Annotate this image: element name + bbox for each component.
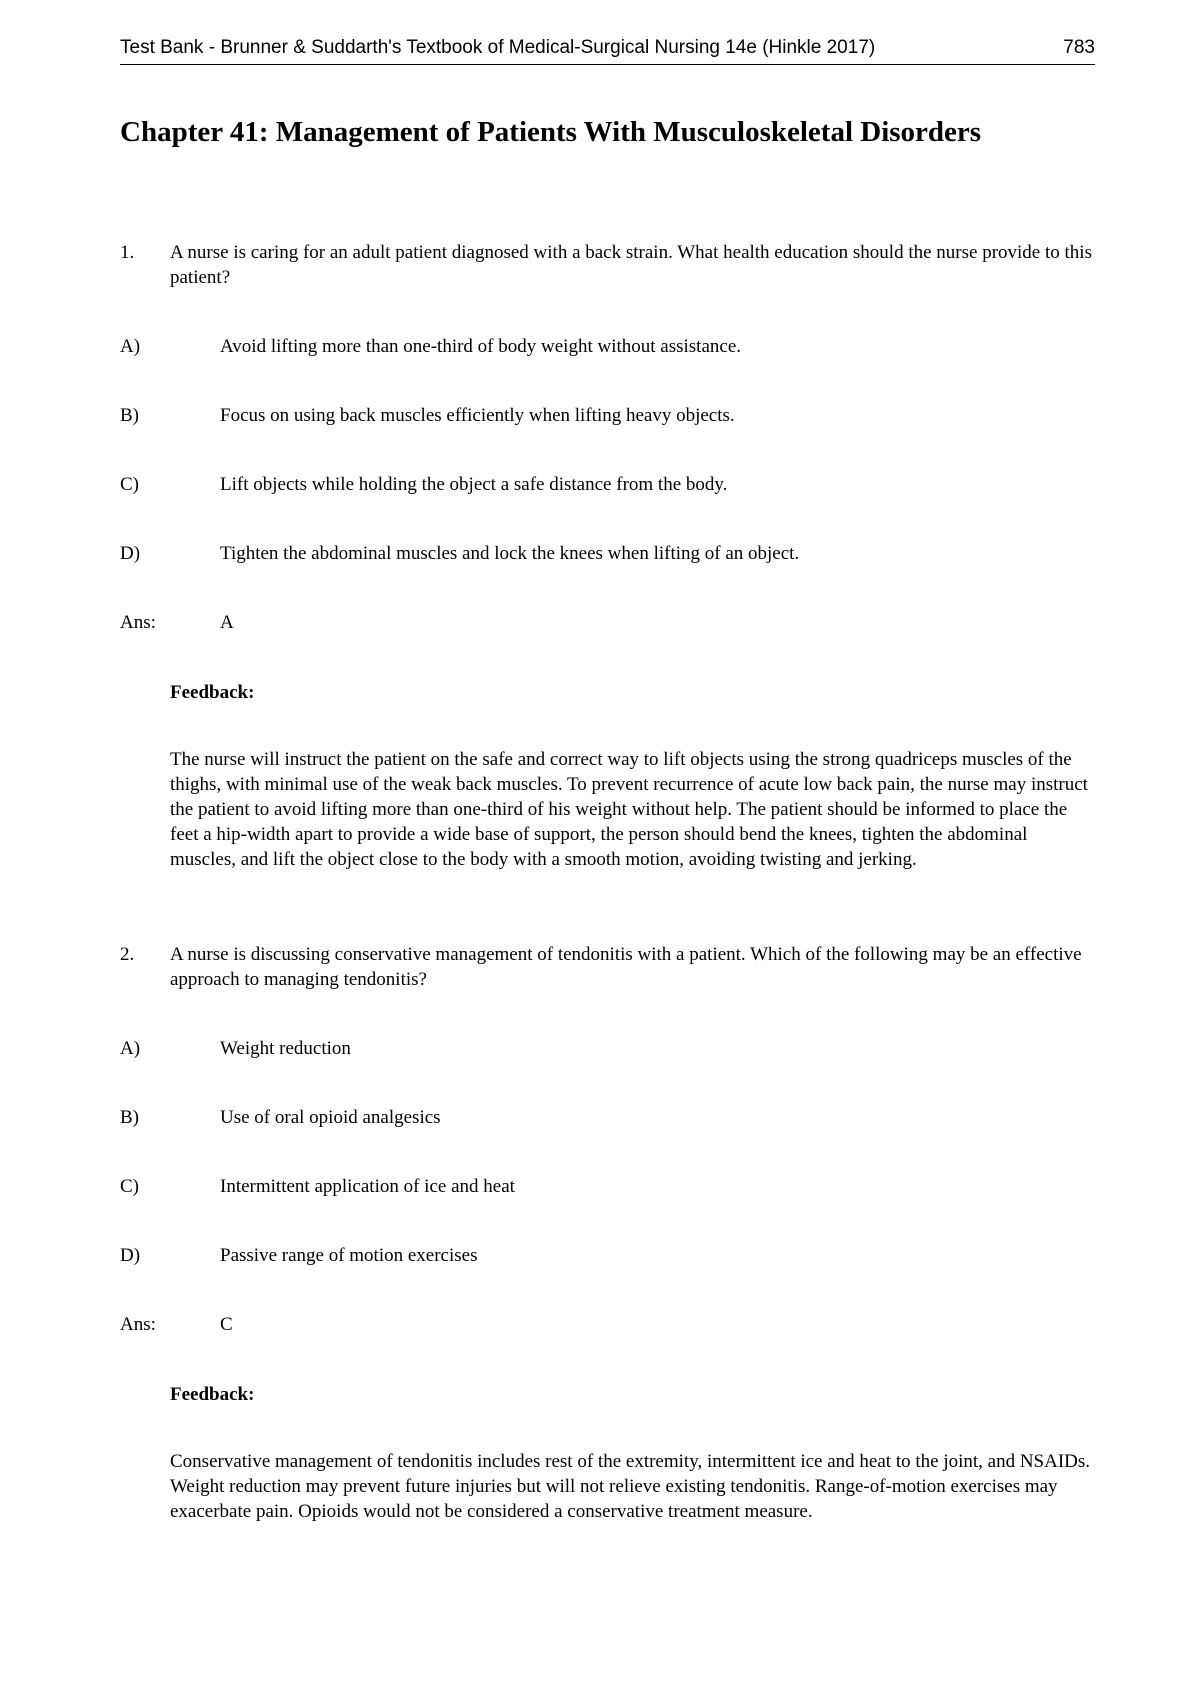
- option-letter: C): [120, 1176, 139, 1197]
- option-letter: B): [120, 1107, 139, 1128]
- question-number: 1.: [120, 242, 135, 263]
- feedback-text: Conservative management of tendonitis includes rest of the extremity, intermittent ice and heat to the joint, and NSAIDs. Weight reduction may prevent future injuries but will not relieve existing tendonitis. Range-of-motion exercises may exacerbate pain. Opioids would not be considered a conservative treatment measure.: [170, 1451, 1091, 1522]
- answer-label: Ans:: [120, 612, 156, 633]
- option-text: Lift objects while holding the object a safe distance from the body.: [220, 474, 728, 495]
- option-text: Tighten the abdominal muscles and lock the knees when lifting of an object.: [220, 543, 800, 564]
- option-text: Weight reduction: [220, 1038, 351, 1059]
- option-letter: D): [120, 543, 141, 564]
- question-stem: A nurse is caring for an adult patient diagnosed with a back strain. What health education should the nurse provide to this patient?: [170, 242, 1092, 288]
- option-text: Passive range of motion exercises: [220, 1245, 478, 1266]
- option-letter: C): [120, 474, 139, 495]
- option-text: Intermittent application of ice and heat: [220, 1176, 515, 1197]
- option-text: Use of oral opioid analgesics: [220, 1107, 441, 1128]
- answer-value: C: [220, 1314, 233, 1335]
- option-text: Avoid lifting more than one-third of body weight without assistance.: [220, 336, 741, 357]
- feedback-label: Feedback:: [170, 1384, 255, 1405]
- option-letter: D): [120, 1245, 141, 1266]
- answer-value: A: [220, 612, 234, 633]
- question-stem: A nurse is discussing conservative management of tendonitis with a patient. Which of the following may be an effective approach to managing tendonitis?: [170, 944, 1082, 990]
- header-title: Test Bank - Brunner & Suddarth's Textbook of Medical-Surgical Nursing 14e (Hinkle 2017): [120, 37, 876, 58]
- running-header: [120, 36, 1095, 65]
- option-text: Focus on using back muscles efficiently when lifting heavy objects.: [220, 405, 735, 426]
- chapter-title: Chapter 41: Management of Patients With Musculoskeletal Disorders: [120, 116, 982, 148]
- option-letter: A): [120, 336, 141, 357]
- header-page-number: 783: [1063, 37, 1095, 58]
- question-number: 2.: [120, 944, 135, 965]
- answer-label: Ans:: [120, 1314, 156, 1335]
- feedback-text: The nurse will instruct the patient on the safe and correct way to lift objects using the strong quadriceps muscles of the thighs, with minimal use of the weak back muscles. To prevent recurrence of acute low back pain, the nurse may instruct the patient to avoid lifting more than one-third of his weight without help. The patient should be informed to place the feet a hip-width apart to provide a wide base of support, the person should bend the knees, tighten the abdominal muscles, and lift the object close to the body with a smooth motion, avoiding twisting and jerking.: [170, 749, 1088, 870]
- option-letter: A): [120, 1038, 141, 1059]
- feedback-label: Feedback:: [170, 682, 255, 703]
- option-letter: B): [120, 405, 139, 426]
